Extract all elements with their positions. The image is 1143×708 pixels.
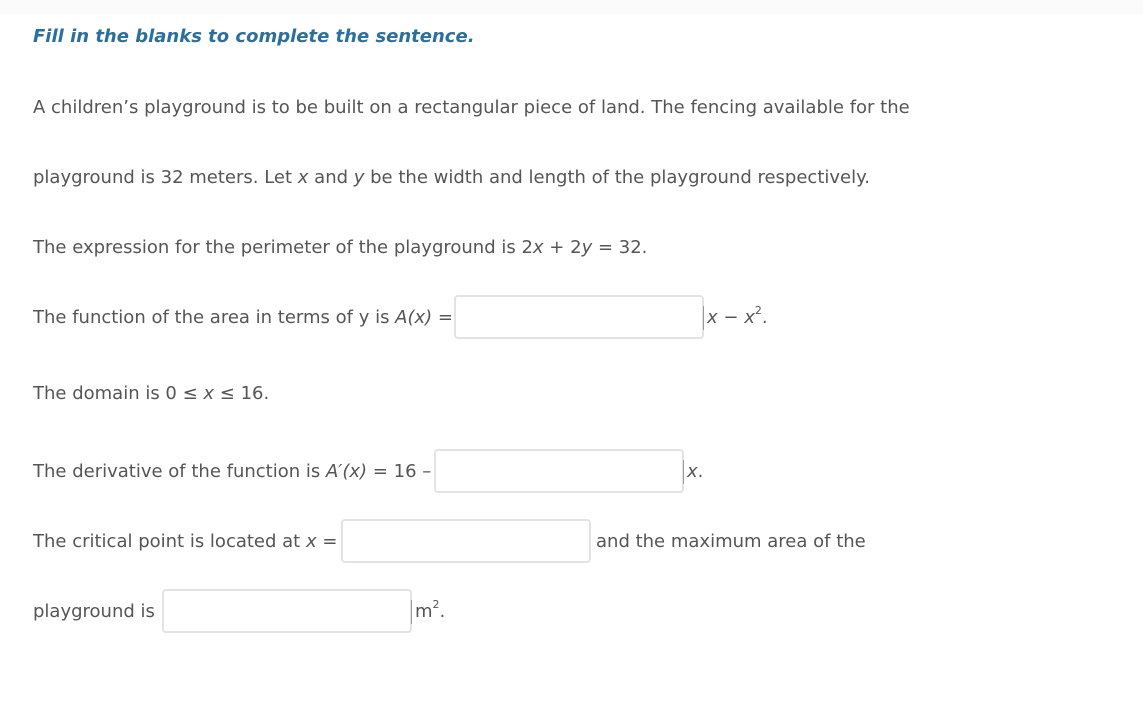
domain-sentence	[33, 382, 269, 406]
area-tail-x: x	[707, 307, 718, 328]
instruction-heading: Fill in the blanks to complete the sentence.	[33, 26, 475, 47]
derivative-tail	[683, 460, 703, 484]
critical-prefix: The critical point is located at	[33, 531, 306, 552]
critical-tail: and the maximum area of the	[596, 531, 866, 552]
var-x: x	[297, 167, 309, 188]
top-bar	[0, 0, 1143, 14]
perimeter-mid: + 2	[543, 237, 582, 258]
perimeter-sentence	[33, 236, 647, 260]
problem-text-2b: and	[308, 167, 354, 188]
derivative-coefficient-input[interactable]	[434, 449, 684, 493]
unit-exponent: 2	[432, 598, 440, 611]
area-tail-minus: −	[717, 307, 745, 328]
max-area-sentence	[33, 600, 155, 624]
perimeter-x: x	[532, 237, 544, 258]
problem-text-2c: be the width and length of the playground respectively.	[364, 167, 870, 188]
max-area-unit	[411, 600, 445, 624]
area-prefix: The function of the area in terms of y is	[33, 307, 396, 328]
area-function-tail	[703, 306, 768, 330]
derivative-tail-x: x	[687, 461, 698, 482]
critical-equals: =	[316, 531, 338, 552]
perimeter-y: y	[581, 237, 593, 258]
perimeter-suffix: = 32.	[592, 237, 648, 258]
area-tail-period: .	[761, 307, 768, 328]
var-y: y	[353, 167, 365, 188]
derivative-func: A′(x)	[325, 461, 368, 482]
perimeter-prefix: The expression for the perimeter of the playground is 2	[33, 237, 533, 258]
area-tail-x2: x	[744, 307, 755, 328]
problem-line-1	[33, 96, 910, 120]
max-area-prefix: playground is	[33, 601, 155, 622]
domain-end: ≤ 16.	[214, 383, 270, 404]
area-tail-exponent: 2	[754, 304, 762, 317]
area-coefficient-input[interactable]	[454, 295, 704, 339]
unit-period: .	[439, 601, 446, 622]
derivative-suffix: = 16 –	[367, 461, 432, 482]
critical-x-input[interactable]	[341, 519, 591, 563]
unit-m: m	[415, 601, 433, 622]
derivative-tail-period: .	[697, 461, 704, 482]
critical-x: x	[305, 531, 317, 552]
derivative-sentence	[33, 460, 431, 484]
domain-text: The domain is 0 ≤	[33, 383, 204, 404]
area-function-sentence	[33, 306, 453, 330]
area-func: A(x)	[395, 307, 433, 328]
max-area-input[interactable]	[162, 589, 412, 633]
domain-x: x	[203, 383, 215, 404]
critical-sentence	[33, 530, 337, 554]
problem-text-1: A children’s playground is to be built on a rectangular piece of land. The fencing available for the	[33, 97, 910, 118]
derivative-prefix: The derivative of the function is	[33, 461, 326, 482]
area-equals: =	[432, 307, 453, 328]
problem-line-2	[33, 166, 870, 190]
problem-text-2a: playground is 32 meters. Let	[33, 167, 298, 188]
